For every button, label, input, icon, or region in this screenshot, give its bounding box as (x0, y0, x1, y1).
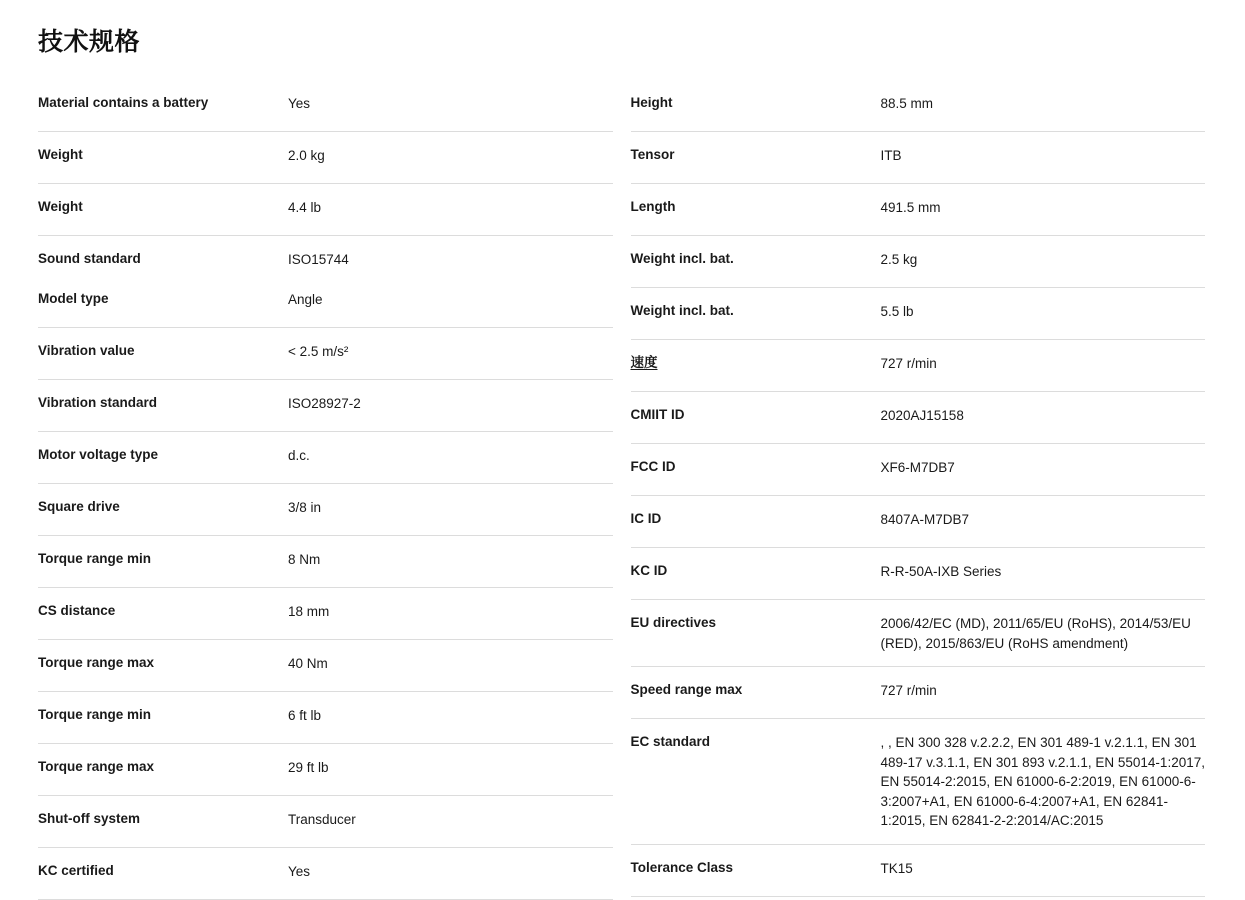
spec-label: FCC ID (630, 459, 676, 474)
spec-value: 88.5 mm (880, 96, 934, 111)
spec-value: 727 r/min (880, 356, 937, 371)
spec-value: Yes (288, 864, 311, 879)
spec-label: Height (630, 95, 673, 110)
spec-label: Vibration value (38, 343, 135, 358)
spec-label: Weight (38, 147, 83, 162)
spec-value: 3/8 in (288, 500, 322, 515)
spec-label: Weight incl. bat. (630, 303, 734, 318)
spec-row (38, 132, 613, 184)
spec-value: Angle (288, 292, 323, 307)
spec-columns (38, 80, 1205, 900)
spec-row (631, 719, 1206, 845)
spec-label: Torque range max (38, 759, 155, 774)
spec-row (38, 328, 613, 380)
spec-label: Motor voltage type (38, 447, 159, 462)
spec-value: 4.4 lb (288, 200, 322, 215)
spec-row (38, 796, 613, 848)
spec-row (38, 484, 613, 536)
spec-row (631, 132, 1206, 184)
spec-row (38, 184, 613, 236)
spec-value: 5.5 lb (880, 304, 914, 319)
spec-value: TK15 (880, 860, 913, 876)
spec-label: 速度 (630, 355, 658, 370)
spec-label: Model type (38, 291, 109, 306)
spec-label: KC ID (630, 563, 668, 578)
spec-row (631, 392, 1206, 444)
spec-value: 8407A-M7DB7 (880, 512, 970, 527)
page-title: 技术规格 (38, 28, 141, 56)
spec-label: Material contains a battery (38, 95, 209, 110)
spec-row (631, 236, 1206, 288)
spec-row (631, 548, 1206, 600)
spec-value: Transducer (288, 812, 356, 827)
spec-value: 6 ft lb (288, 708, 322, 723)
spec-row (38, 236, 613, 276)
spec-label: KC certified (38, 863, 114, 878)
spec-label: Tolerance Class (630, 859, 734, 875)
spec-row (38, 276, 613, 328)
spec-value: XF6-M7DB7 (880, 460, 955, 475)
spec-label: EU directives (630, 615, 717, 630)
spec-value: , , EN 300 328 v.2.2.2, EN 301 489-1 v.2.1.1, EN 301 489-17 v.3.1.1, EN 301 893 v.2.1.1, EN 55014-1:2017, EN 55014-2:2015, EN 61000-6-2:2019, EN 61000-6-3:2007+A1, EN 61000-6-4:2007+A1, EN 62841-1:2015, EN 62841-2-2:2014/AC:2015 (880, 735, 1205, 829)
spec-value: R-R-50A-IXB Series (880, 564, 1002, 579)
spec-row (38, 744, 613, 796)
spec-label: Weight incl. bat. (630, 251, 734, 266)
spec-label: Length (630, 199, 676, 214)
spec-label: Tensor (630, 147, 675, 162)
spec-value: 18 mm (288, 604, 330, 619)
spec-row (38, 640, 613, 692)
spec-row (631, 845, 1206, 897)
spec-label: Torque range min (38, 551, 152, 566)
spec-label: Torque range max (38, 655, 155, 670)
spec-label: Square drive (38, 499, 120, 514)
spec-label: CS distance (38, 603, 116, 618)
spec-row (38, 80, 613, 132)
spec-row (631, 80, 1206, 132)
spec-label: IC ID (630, 511, 662, 526)
spec-value: ISO15744 (288, 252, 349, 267)
spec-row (38, 536, 613, 588)
spec-row (631, 600, 1206, 667)
spec-value: d.c. (288, 448, 310, 463)
spec-row (38, 848, 613, 900)
spec-value: ISO28927-2 (288, 396, 361, 411)
spec-row (38, 432, 613, 484)
spec-column-right (631, 80, 1206, 897)
spec-label: Sound standard (38, 251, 141, 266)
spec-value: 2.5 kg (880, 252, 918, 267)
spec-value: 2020AJ15158 (880, 408, 964, 423)
spec-value: < 2.5 m/s² (288, 344, 349, 359)
spec-value: 2006/42/EC (MD), 2011/65/EU (RoHS), 2014/53/EU (RED), 2015/863/EU (RoHS amendment) (880, 616, 1191, 651)
spec-value: 8 Nm (288, 552, 321, 567)
spec-label: Speed range max (630, 682, 743, 698)
spec-value: Yes (288, 96, 311, 111)
spec-row (631, 667, 1206, 719)
spec-label: Vibration standard (38, 395, 158, 410)
spec-row (38, 588, 613, 640)
spec-label: Shut-off system (38, 811, 141, 826)
spec-row (631, 496, 1206, 548)
spec-value: 2.0 kg (288, 148, 325, 163)
spec-value: 727 r/min (880, 683, 937, 699)
spec-row (631, 444, 1206, 496)
spec-value: 40 Nm (288, 656, 328, 671)
spec-row (631, 288, 1206, 340)
spec-row (38, 692, 613, 744)
spec-row (631, 184, 1206, 236)
spec-row (631, 340, 1206, 392)
spec-value: 491.5 mm (880, 200, 941, 215)
spec-label: EC standard (630, 734, 711, 750)
spec-value: 29 ft lb (288, 760, 329, 775)
spec-column-left (38, 80, 613, 900)
spec-row (38, 380, 613, 432)
spec-value: ITB (880, 148, 902, 163)
spec-label: CMIIT ID (630, 407, 685, 422)
spec-label: Weight (38, 199, 83, 214)
spec-label: Torque range min (38, 707, 152, 722)
